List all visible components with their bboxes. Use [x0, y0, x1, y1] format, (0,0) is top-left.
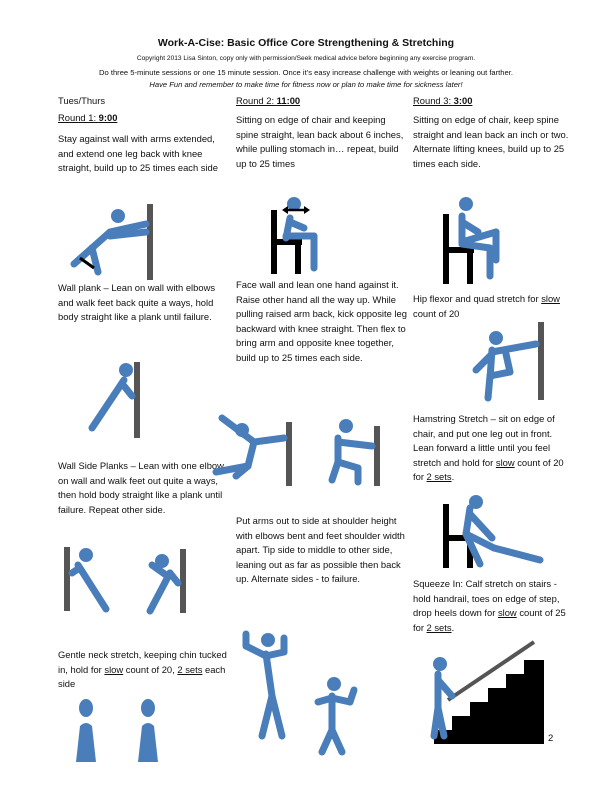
- wall-side-plank-figures: [62, 545, 192, 615]
- sets-label: 2 sets: [426, 621, 452, 633]
- exercise-text-part: count of 20: [413, 307, 460, 319]
- round-2-heading: [236, 95, 300, 106]
- wall-icon: [180, 549, 186, 613]
- neck-stretch-figures: [70, 698, 170, 764]
- exercise-side-tips: [236, 514, 408, 587]
- round-1-time: 9:00: [98, 112, 118, 123]
- wall-icon: [64, 547, 70, 611]
- exercise-text: [413, 412, 573, 485]
- session-instructions: Do three 5-minute sessions or one 15 minute session. Once it’s easy increase challenge with weights or leaning out farther.: [99, 68, 513, 77]
- exercise-text: [413, 577, 573, 635]
- seated-lean-back-figure: [268, 196, 348, 276]
- exercise-text-part: count of 20 for: [413, 456, 564, 483]
- exercise-leg-extension: [58, 132, 230, 176]
- exercise-text: Wall plank – Lean on wall with elbows and walk feet back quite a ways, hold body straight like a plank until failure.: [58, 282, 216, 323]
- sets-label: 2 sets: [177, 663, 203, 675]
- page-title: Work-A-Cise: Basic Office Core Strengthening & Stretching: [157, 37, 455, 49]
- page-number: 2: [548, 733, 554, 744]
- exercise-calf-stretch: [413, 577, 573, 635]
- sets-label: 2 sets: [426, 471, 452, 483]
- hip-flexor-stretch-figure: [466, 320, 556, 402]
- round-1-heading: [58, 112, 117, 123]
- wall-icon: [134, 362, 140, 438]
- exercise-text: Sitting on edge of chair and keeping spine straight, lean back about 6 inches, while pulling stomach in… repeat, build up to 25 times: [236, 114, 404, 169]
- exercise-neck-stretch: [58, 648, 230, 692]
- exercise-text-part: count of 25 for: [413, 607, 566, 633]
- exercise-seated-lean-back: [236, 113, 408, 171]
- exercise-text: Sitting on edge of chair, keep spine straight and lean back an inch or two. Alternate lifting knees, build up to 25 times each side.: [413, 114, 569, 169]
- exercise-text: Wall Side Planks – Lean with one elbow on wall and walk feet out quite a ways, then hold body straight like a plank until failure. Repeat other side.: [58, 460, 224, 515]
- exercise-wall-plank: [58, 281, 230, 325]
- round-2-label: Round 2:: [236, 95, 277, 106]
- exercise-text: Face wall and lean one hand against it. Raise other hand all the way up. While pulling raised arm back, kick opposite leg backward with knee straight. Then flex to bring arm and opposite knee together, build up to 25 times each side.: [236, 279, 407, 363]
- seated-knee-lift-figure: [440, 194, 520, 286]
- exercise-text: Stay against wall with arms extended, and extend one leg back with knee straight, build up to 25 times each side: [58, 133, 218, 174]
- exercise-text: [413, 292, 573, 321]
- round-2-time: 11:00: [276, 95, 301, 106]
- round-3-label: Round 3:: [413, 95, 454, 106]
- exercise-text-part: Hamstring Stretch – sit on edge of chair, and put one leg out in front. Lean forward a little until you feel stretch and hold for: [413, 413, 555, 468]
- slow-label: slow: [104, 663, 124, 675]
- motto: Have Fun and remember to make time for fitness now or plan to make time for sickness later!: [149, 80, 463, 89]
- slow-label: slow: [541, 293, 560, 304]
- exercise-text: [58, 648, 230, 692]
- wall-arm-kick-figures: [208, 408, 388, 488]
- wall-leg-extension-figure: [64, 202, 164, 282]
- hamstring-stretch-figure: [440, 494, 550, 570]
- copyright-notice: Copyright 2013 Lisa Sinton, copy only with permission/Seek medical advice before beginning any exercise program.: [136, 55, 476, 62]
- exercise-text-part: Hip flexor and quad stretch for: [413, 293, 542, 304]
- exercise-text-part: .: [451, 621, 455, 633]
- round-3-heading: [413, 95, 472, 106]
- exercise-hamstring-stretch: [413, 412, 573, 485]
- stairs-calf-stretch-figure: [424, 638, 550, 746]
- exercise-text-part: each side: [58, 663, 226, 690]
- round-3-time: 3:00: [453, 95, 473, 106]
- wall-icon: [286, 422, 292, 486]
- wall-icon: [374, 426, 380, 486]
- exercise-knee-lifts: [413, 113, 573, 171]
- exercise-text: Put arms out to side at shoulder height with elbows bent and feet shoulder width apart. Tip side to middle to other side, leaning out as far as possible then back up. Alternate sides - to failure.: [236, 515, 405, 585]
- exercise-wall-side-plank: [58, 459, 230, 517]
- slow-label: slow: [497, 607, 517, 619]
- slow-label: slow: [495, 456, 515, 468]
- exercise-text-part: .: [451, 471, 455, 483]
- side-tips-figures: [238, 626, 368, 756]
- days-label: Tues/Thurs: [58, 95, 106, 106]
- exercise-text-part: Squeeze In: Calf stretch on stairs - hold handrail, toes on edge of step, drop heels down for: [413, 578, 560, 619]
- round-1-label: Round 1:: [58, 112, 99, 123]
- exercise-text-part: count of 20,: [123, 663, 178, 675]
- wall-icon: [538, 322, 544, 400]
- exercise-wall-arm-kick: [236, 278, 408, 366]
- wall-plank-figure: [72, 360, 152, 440]
- wall-icon: [147, 204, 153, 280]
- exercise-hip-flexor: [413, 292, 573, 321]
- exercise-text-part: Gentle neck stretch, keeping chin tucked in, hold for: [58, 649, 227, 675]
